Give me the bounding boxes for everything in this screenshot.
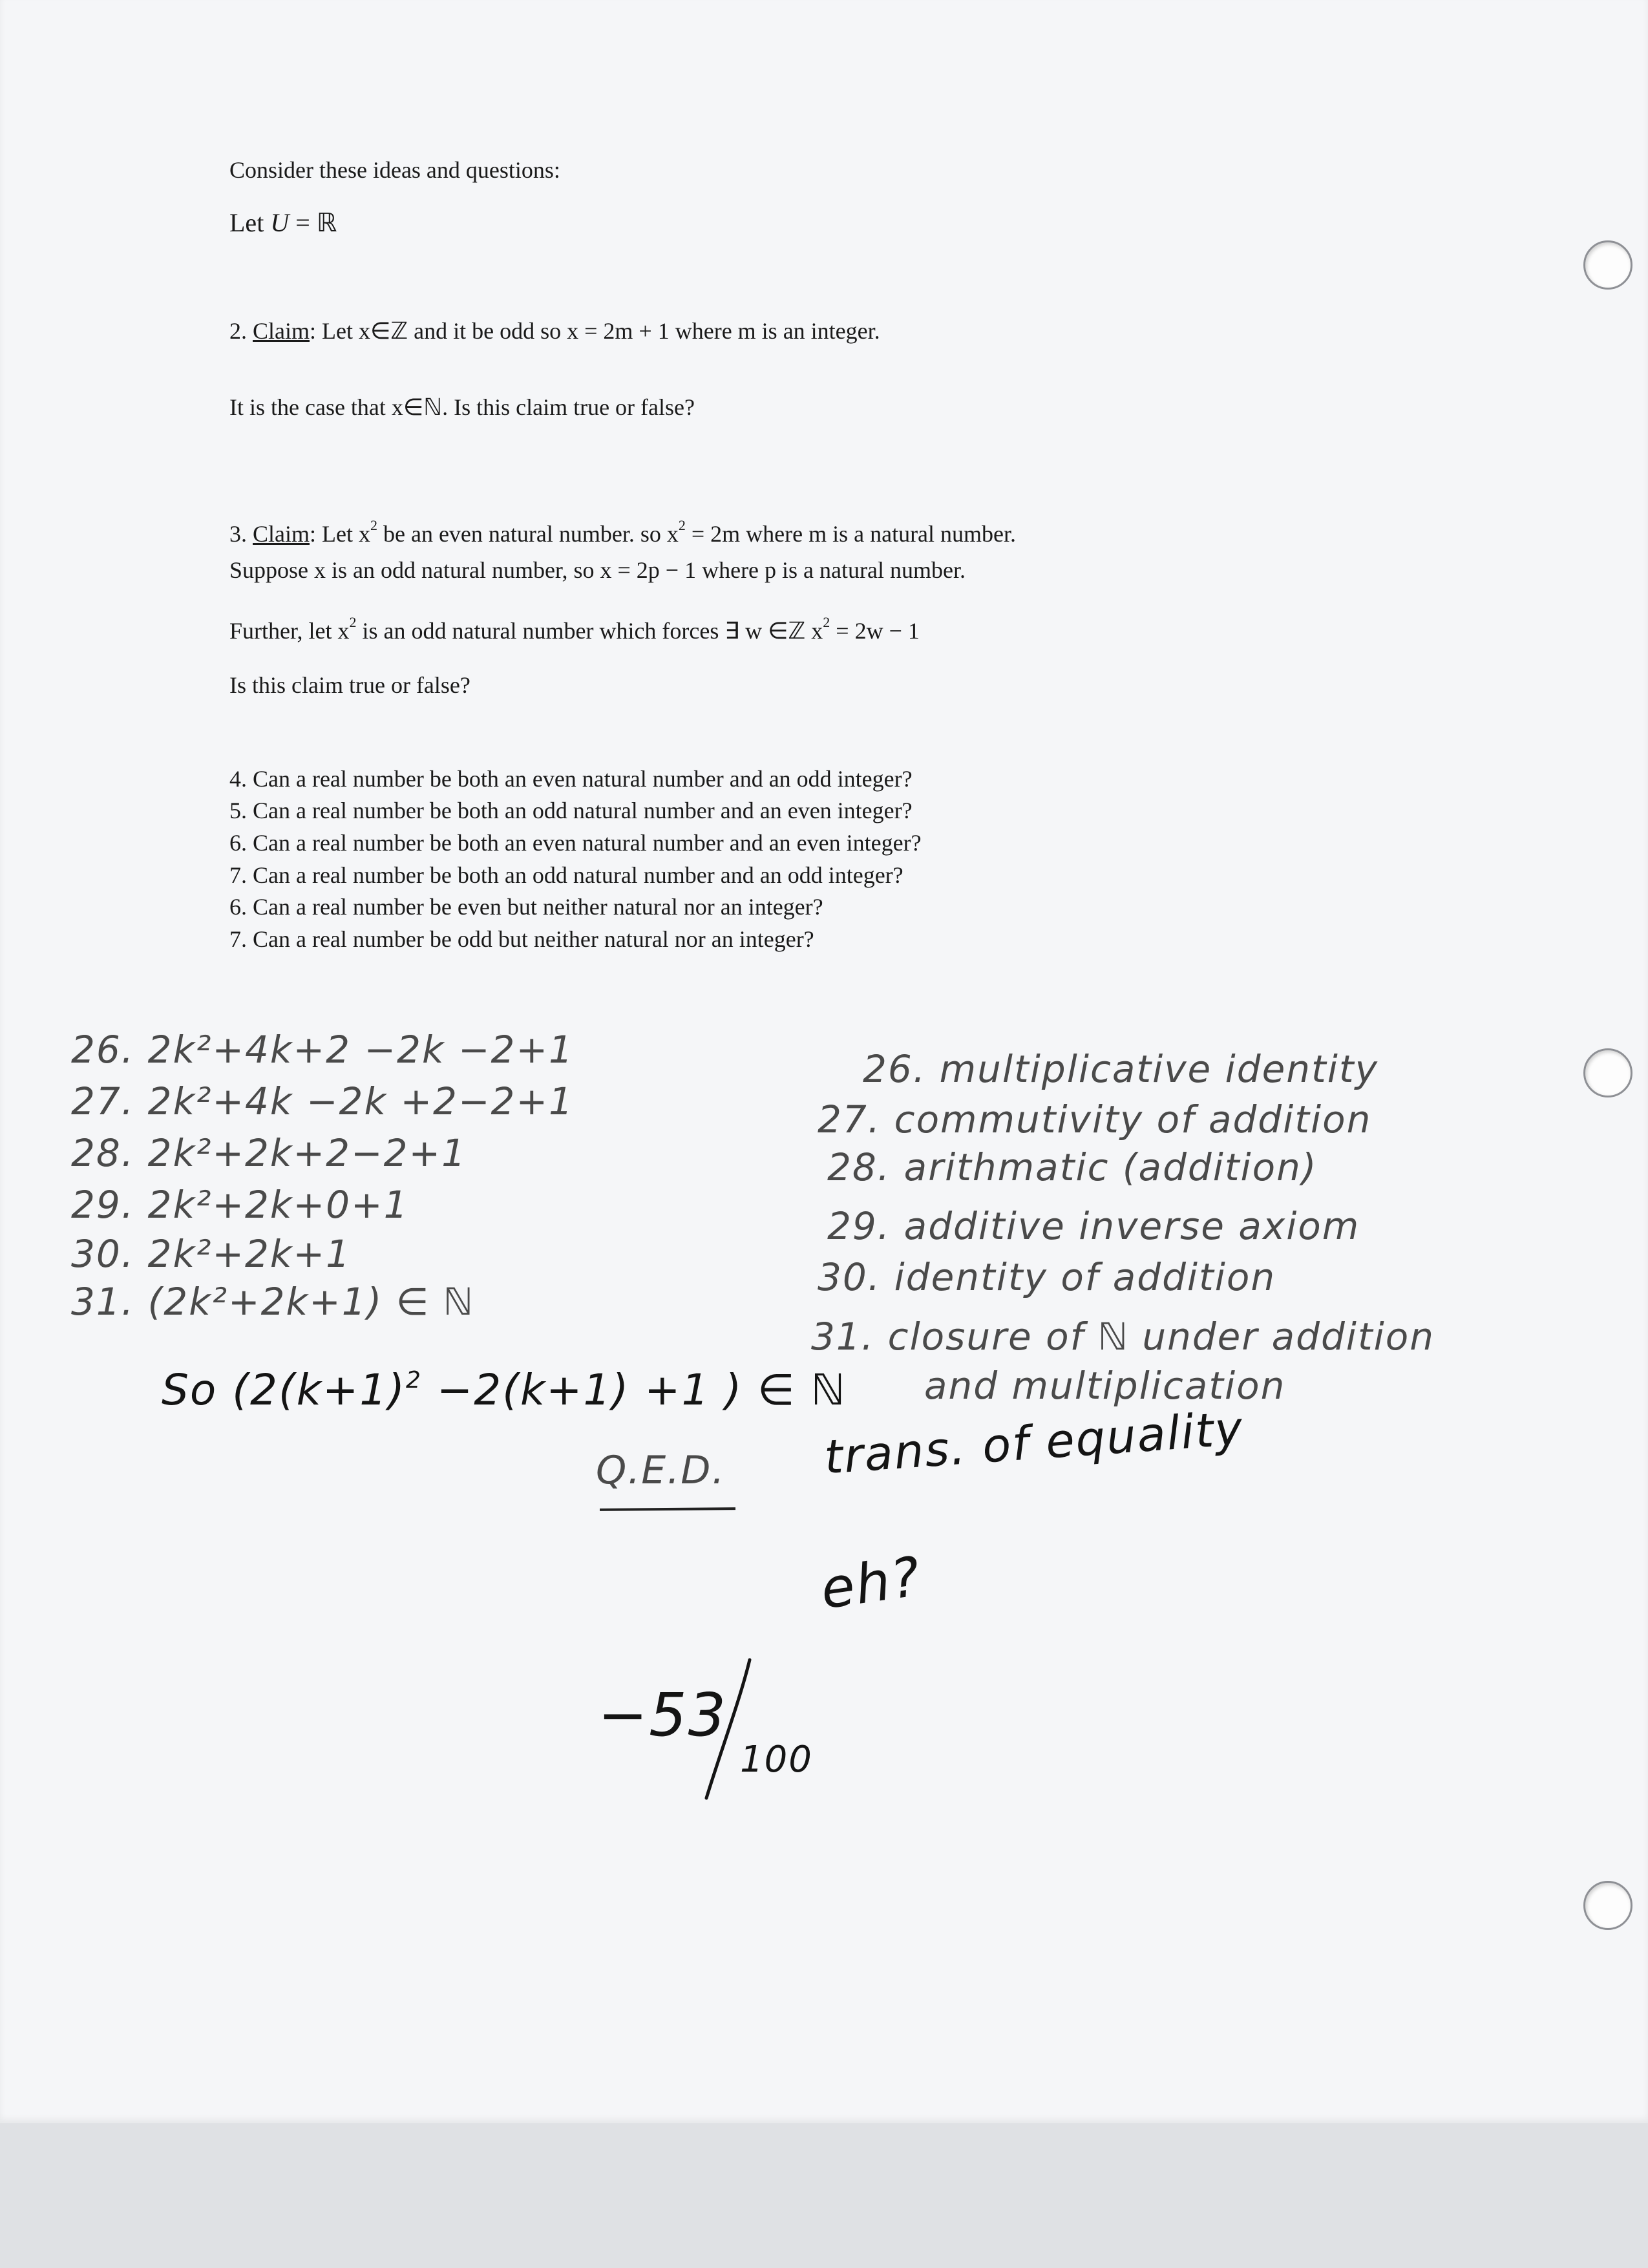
question-item: 7. Can a real number be both an odd natural number and an odd integer? — [229, 862, 903, 888]
q3-l3-c: x — [805, 618, 823, 644]
conclusion-exp: 2 — [406, 1367, 422, 1394]
q3-claim-line — [229, 517, 1017, 547]
q2-number: 2. — [229, 318, 247, 344]
qed-underline — [600, 1507, 735, 1511]
conclusion-a: So (2(k+1) — [162, 1365, 407, 1415]
q2-line2-b: . Is this claim true or false? — [442, 394, 695, 420]
question-item: 6. Can a real number be both an even natural number and an even integer? — [229, 830, 922, 856]
question-item: 7. Can a real number be odd but neither natural nor an integer? — [229, 926, 814, 952]
binder-hole-middle — [1583, 1048, 1632, 1097]
set-reals: ℝ — [316, 208, 337, 238]
q3-l3-b: is an odd natural number which forces ∃ w ∈ — [356, 618, 788, 644]
question-item: 6. Can a real number be even but neither natural nor an integer? — [229, 894, 823, 920]
proof-reason: 29. additive inverse axiom — [827, 1204, 1360, 1248]
proof-step: 29. 2k²+2k+0+1 — [71, 1183, 409, 1227]
q2-line2-a: It is the case that x∈ — [229, 394, 424, 420]
score-total: 100 — [740, 1739, 813, 1781]
proof-reason: and multiplication — [924, 1364, 1286, 1408]
score-mark — [598, 1655, 811, 1803]
question-item: 4. Can a real number be both an even natural number and an odd integer? — [229, 766, 913, 792]
qed-mark: Q.E.D. — [596, 1448, 726, 1493]
proof-reason: 28. arithmatic (addition) — [827, 1145, 1318, 1189]
q2-question-line — [229, 396, 695, 419]
proof-step: 26. 2k²+4k+2 −2k −2+1 — [71, 1028, 574, 1072]
proof-conclusion — [162, 1365, 847, 1415]
q2-part1: : Let x∈ — [310, 318, 391, 344]
score-deduction: −53 — [598, 1680, 728, 1750]
q3-l1-b: be an even natural number. so x — [377, 521, 679, 547]
grader-note: trans. of equality — [822, 1401, 1245, 1485]
q2-set-integers: ℤ — [390, 318, 408, 344]
conclusion-b: −2(k+1) +1 ) ∈ ℕ — [421, 1365, 847, 1415]
proof-step: 27. 2k²+4k −2k +2−2+1 — [71, 1079, 574, 1123]
q3-l1-c: = 2m where m is a natural number. — [685, 521, 1017, 547]
score-slash — [688, 1655, 766, 1803]
q3-exp-4: 2 — [823, 614, 830, 630]
q3-exp-3: 2 — [349, 614, 357, 630]
q3-claim-word: Claim — [253, 521, 310, 547]
proof-step: 28. 2k²+2k+2−2+1 — [71, 1131, 467, 1175]
proof-reason: 27. commutivity of addition — [818, 1097, 1372, 1141]
q3-suppose-line: Suppose x is an odd natural number, so x = 2p − 1 where p is a natural number. — [229, 557, 966, 583]
universe-eq: = — [295, 208, 310, 237]
proof-reason: 30. identity of addition — [818, 1255, 1276, 1299]
q3-exp-1: 2 — [370, 517, 377, 533]
question-item: 5. Can a real number be both an odd natural number and an even integer? — [229, 798, 913, 823]
q2-set-naturals: ℕ — [423, 394, 443, 421]
universe-let: Let — [229, 208, 264, 237]
q3-l3-d: = 2w − 1 — [830, 618, 920, 644]
q3-exp-2: 2 — [678, 517, 686, 533]
binder-hole-bottom — [1583, 1881, 1632, 1930]
q3-further-line — [229, 614, 920, 644]
q2-claim-word: Claim — [253, 318, 310, 344]
q3-number: 3. — [229, 521, 247, 547]
intro-line: Consider these ideas and questions: — [229, 157, 560, 183]
universe-var: U — [270, 208, 290, 237]
q2-claim-line — [229, 319, 880, 343]
q3-set-integers: ℤ — [788, 618, 806, 644]
proof-reason: 26. multiplicative identity — [863, 1047, 1379, 1091]
q3-l1-a: : Let x — [310, 521, 370, 547]
proof-step: 30. 2k²+2k+1 — [71, 1232, 352, 1276]
q2-part2: and it be odd so x = 2m + 1 where m is an integer. — [408, 318, 880, 344]
q3-question-line: Is this claim true or false? — [229, 672, 470, 698]
grader-question: eh? — [816, 1544, 925, 1622]
universe-line — [229, 210, 337, 236]
proof-step: 31. (2k²+2k+1) ∈ ℕ — [71, 1280, 475, 1324]
proof-reason: 31. closure of ℕ under addition — [811, 1315, 1435, 1359]
binder-hole-top — [1583, 240, 1632, 290]
q3-l3-a: Further, let x — [229, 618, 350, 644]
